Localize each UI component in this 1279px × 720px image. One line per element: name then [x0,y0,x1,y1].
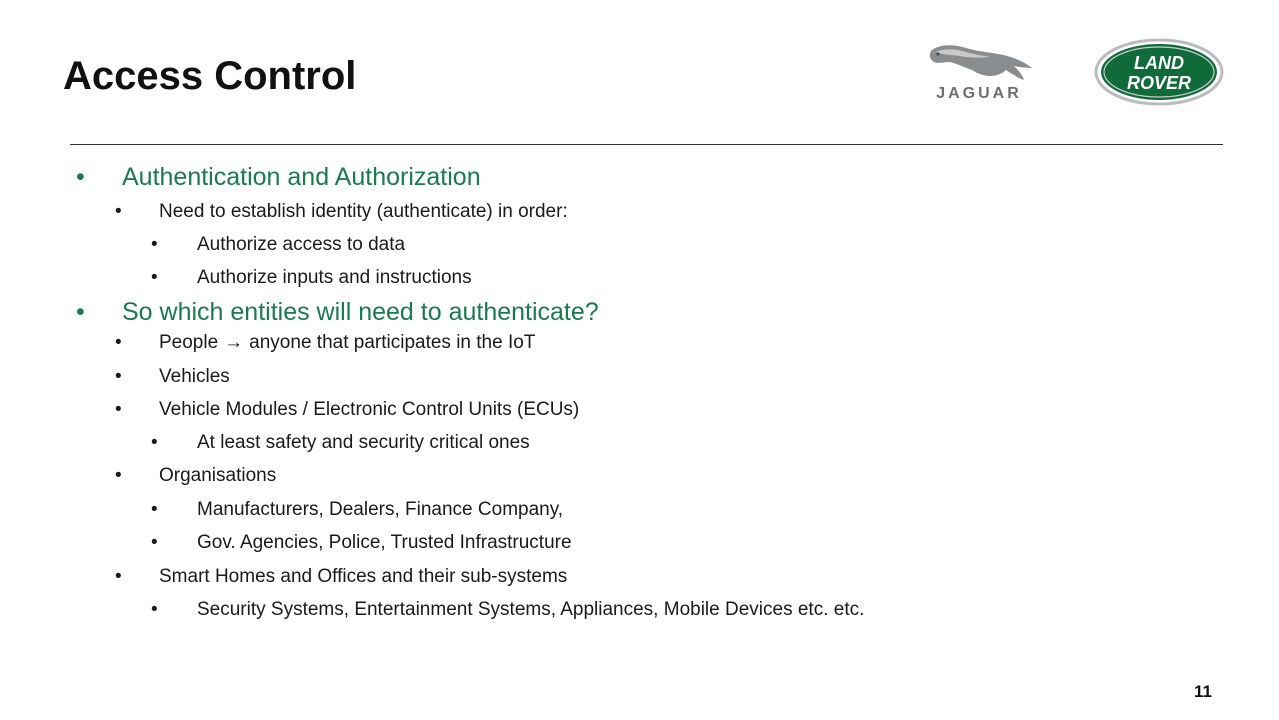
people-label: People [159,332,219,353]
bullet-dot: • [151,532,158,553]
gov-agencies-text: Gov. Agencies, Police, Trusted Infrastructure [197,532,572,553]
smart-homes-text: Smart Homes and Offices and their sub-systems [159,566,568,587]
slide-title: Access Control [63,54,357,98]
authorize-data-text: Authorize access to data [197,234,406,255]
land-rover-line1: LAND [1134,53,1184,73]
bullet-dot: • [115,566,122,587]
bullet-dot: • [115,465,122,486]
jaguar-wordmark: JAGUAR [936,85,1022,102]
page-number: 11 [1194,682,1212,701]
bullet-dot: • [115,201,122,222]
bullet-dot: • [76,298,85,326]
bullet-dot: • [151,599,158,620]
entities-heading: So which entities will need to authenticate? [122,298,599,326]
bullet-dot: • [151,267,158,288]
security-systems-text: Security Systems, Entertainment Systems, Appliances, Mobile Devices etc. etc. [197,599,865,620]
people-text [159,332,535,354]
manufacturers-text: Manufacturers, Dealers, Finance Company, [197,499,564,520]
bullet-dot: • [76,163,85,191]
bullet-dot: • [151,499,158,520]
land-rover-line2: ROVER [1126,73,1192,93]
bullet-dot: • [151,432,158,453]
safety-critical-text: At least safety and security critical ones [197,432,530,453]
authorize-inputs-text: Authorize inputs and instructions [197,267,472,288]
organisations-text: Organisations [159,465,277,486]
bullet-dot: • [151,234,158,255]
bullet-dot: • [115,366,122,387]
vehicle-modules-text: Vehicle Modules / Electronic Control Units (ECUs) [159,399,580,420]
vehicles-text: Vehicles [159,366,230,387]
people-description: anyone that participates in the IoT [249,332,536,353]
need-identity-text: Need to establish identity (authenticate) in order: [159,201,568,222]
bullet-dot: • [115,399,122,420]
bullet-dot: • [115,332,122,353]
right-arrow-icon: → [224,332,244,353]
auth-heading: Authentication and Authorization [122,163,481,191]
